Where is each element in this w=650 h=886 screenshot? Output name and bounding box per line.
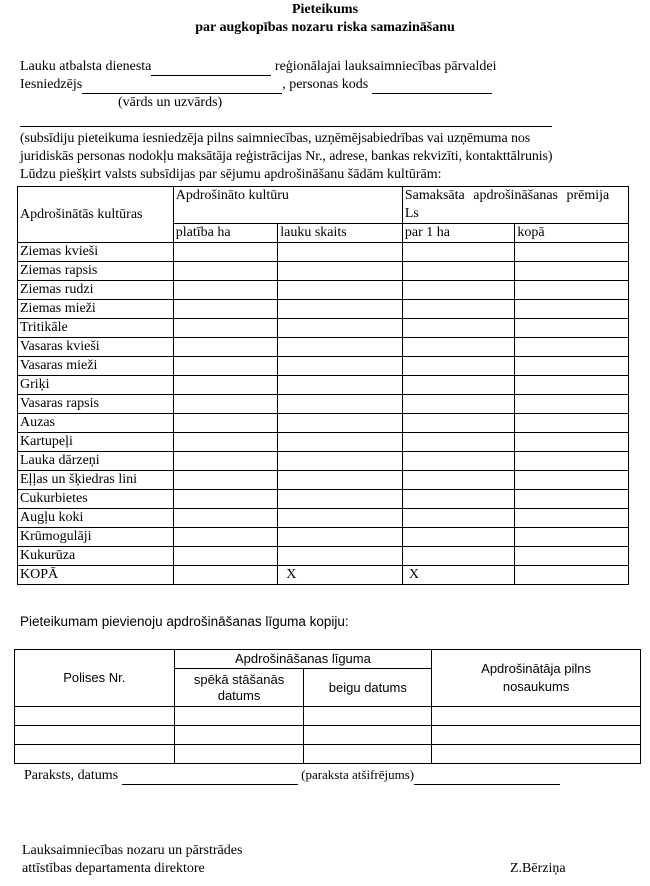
crop-name: Ziemas kvieši — [18, 243, 174, 262]
policy-cell[interactable] — [15, 707, 175, 726]
area-cell[interactable] — [173, 414, 278, 433]
fields-cell[interactable] — [278, 243, 403, 262]
area-cell[interactable] — [173, 281, 278, 300]
table-row — [18, 471, 629, 490]
table-row — [18, 452, 629, 471]
area-total-cell[interactable] — [173, 566, 278, 585]
crop-name: Augļu koki — [18, 509, 174, 528]
total-cell[interactable] — [515, 357, 629, 376]
attach-text: Pieteikumam pievienoju apdrošināšanas līguma kopiju: — [20, 614, 349, 629]
per-ha-cell[interactable] — [402, 300, 515, 319]
table-row — [18, 414, 629, 433]
request-text: Lūdzu piešķirt valsts subsīdijas par sējumu apdrošināšanu šādām kultūrām: — [20, 167, 442, 182]
signature-name-input-line[interactable] — [414, 768, 560, 785]
total-cell[interactable] — [515, 490, 629, 509]
table-row — [18, 528, 629, 547]
table-row — [15, 707, 641, 726]
start-cell[interactable] — [174, 707, 304, 726]
sub-per-ha-header: par 1 ha — [402, 224, 515, 243]
fields-x-mark: X — [278, 566, 403, 585]
crop-name: Ziemas rudzi — [18, 281, 174, 300]
table-row — [15, 726, 641, 745]
policy-table — [14, 649, 641, 764]
fields-cell[interactable] — [278, 376, 403, 395]
signature-hint: (paraksta atšifrējums) — [301, 767, 415, 782]
sub-start-header: spēkā stāšanās datums — [174, 669, 304, 707]
total-cell[interactable] — [515, 243, 629, 262]
col-premium-header: Samaksāta apdrošināšanas prēmija Ls — [402, 187, 628, 224]
sub-total-header: kopā — [515, 224, 629, 243]
applicant-line — [20, 77, 492, 94]
total-cell[interactable] — [515, 395, 629, 414]
area-cell[interactable] — [173, 490, 278, 509]
policy-table-header — [15, 650, 641, 669]
area-cell[interactable] — [173, 376, 278, 395]
area-cell[interactable] — [173, 357, 278, 376]
total-cell[interactable] — [515, 471, 629, 490]
per-ha-cell[interactable] — [402, 243, 515, 262]
signature-label: Paraksts, datums — [24, 768, 119, 783]
fields-cell[interactable] — [278, 338, 403, 357]
fields-cell[interactable] — [278, 357, 403, 376]
per-ha-cell[interactable] — [402, 338, 515, 357]
per-ha-cell[interactable] — [402, 414, 515, 433]
crop-name: Vasaras rapsis — [18, 395, 174, 414]
total-cell[interactable] — [515, 262, 629, 281]
total-cell[interactable] — [515, 338, 629, 357]
fields-cell[interactable] — [278, 300, 403, 319]
fields-cell[interactable] — [278, 262, 403, 281]
position-line2: attīstības departamenta direktore — [22, 861, 205, 876]
grand-total-cell[interactable] — [515, 566, 629, 585]
info-hint-line1: (subsīdiju pieteikuma iesniedzēja pilns saimniecības, uzņēmējsabiedrības vai uzņēmuma nos — [20, 131, 531, 146]
crop-table-header — [18, 187, 629, 224]
position-line1: Lauksaimniecības nozaru un pārstrādes — [22, 843, 243, 858]
name-hint: (vārds un uzvārds) — [118, 95, 223, 110]
area-cell[interactable] — [173, 547, 278, 566]
policy-cell[interactable] — [15, 745, 175, 764]
crop-name: Tritikāle — [18, 319, 174, 338]
per-ha-cell[interactable] — [402, 357, 515, 376]
area-cell[interactable] — [173, 262, 278, 281]
col-crop-header: Apdrošinātās kultūras — [18, 187, 174, 243]
table-row — [18, 376, 629, 395]
total-cell[interactable] — [515, 452, 629, 471]
area-cell[interactable] — [173, 319, 278, 338]
table-row — [18, 433, 629, 452]
info-input-line[interactable] — [20, 126, 552, 127]
personal-code-label: , personas kods — [282, 77, 369, 92]
applicant-label: Iesniedzējs — [20, 77, 83, 92]
per-ha-cell[interactable] — [402, 547, 515, 566]
crop-name: Ziemas mieži — [18, 300, 174, 319]
total-cell[interactable] — [515, 509, 629, 528]
service-label: Lauku atbalsta dienesta — [20, 59, 152, 74]
table-row — [18, 262, 629, 281]
table-row — [18, 509, 629, 528]
fields-cell[interactable] — [278, 281, 403, 300]
info-hint-line2: juridiskās personas nodokļu maksātāja reģistrācijas Nr., adrese, bankas rekvizīti, kontakttālrunis) — [20, 149, 553, 164]
area-cell[interactable] — [173, 338, 278, 357]
per-ha-cell[interactable] — [402, 319, 515, 338]
fields-cell[interactable] — [278, 452, 403, 471]
total-cell[interactable] — [515, 433, 629, 452]
total-label: KOPĀ — [18, 566, 174, 585]
fields-cell[interactable] — [278, 490, 403, 509]
table-row — [18, 319, 629, 338]
service-input-line[interactable] — [151, 59, 271, 76]
table-row — [18, 357, 629, 376]
insurer-cell[interactable] — [432, 745, 641, 764]
applicant-input-line[interactable] — [82, 77, 282, 94]
table-row — [18, 338, 629, 357]
signature-input-line[interactable] — [122, 768, 298, 785]
crop-name: Krūmogulāji — [18, 528, 174, 547]
area-cell[interactable] — [173, 433, 278, 452]
per-ha-cell[interactable] — [402, 395, 515, 414]
total-cell[interactable] — [515, 300, 629, 319]
per-ha-cell[interactable] — [402, 528, 515, 547]
per-ha-cell[interactable] — [402, 376, 515, 395]
area-cell[interactable] — [173, 528, 278, 547]
total-cell[interactable] — [515, 376, 629, 395]
crop-name: Auzas — [18, 414, 174, 433]
fields-cell[interactable] — [278, 547, 403, 566]
col-contract-header: Apdrošināšanas līguma — [174, 650, 432, 669]
table-row — [18, 490, 629, 509]
fields-cell[interactable] — [278, 433, 403, 452]
per-ha-cell[interactable] — [402, 262, 515, 281]
service-suffix: reģionālajai lauksaimniecības pārvaldei — [274, 59, 497, 74]
area-cell[interactable] — [173, 452, 278, 471]
table-row — [18, 300, 629, 319]
crop-name: Griķi — [18, 376, 174, 395]
end-cell[interactable] — [304, 745, 432, 764]
service-line — [20, 59, 496, 76]
end-cell[interactable] — [304, 707, 432, 726]
table-row — [18, 395, 629, 414]
fields-cell[interactable] — [278, 528, 403, 547]
total-cell[interactable] — [515, 414, 629, 433]
area-cell[interactable] — [173, 471, 278, 490]
document-title: Pieteikums — [291, 2, 359, 17]
crop-name: Kukurūza — [18, 547, 174, 566]
per-ha-x-mark: X — [402, 566, 515, 585]
per-ha-cell[interactable] — [402, 452, 515, 471]
table-row — [18, 243, 629, 262]
start-cell[interactable] — [174, 745, 304, 764]
total-cell[interactable] — [515, 528, 629, 547]
total-cell[interactable] — [515, 547, 629, 566]
per-ha-cell[interactable] — [402, 433, 515, 452]
personal-code-input-line[interactable] — [372, 77, 492, 94]
end-cell[interactable] — [304, 726, 432, 745]
fields-cell[interactable] — [278, 509, 403, 528]
fields-cell[interactable] — [278, 395, 403, 414]
policy-cell[interactable] — [15, 726, 175, 745]
crop-table — [17, 186, 629, 585]
crop-name: Eļļas un šķiedras lini — [18, 471, 174, 490]
per-ha-cell[interactable] — [402, 281, 515, 300]
fields-cell[interactable] — [278, 414, 403, 433]
col-insured-header: Apdrošināto kultūru — [173, 187, 402, 224]
director-name: Z.Bērziņa — [510, 861, 566, 876]
fields-cell[interactable] — [278, 471, 403, 490]
insurer-cell[interactable] — [432, 726, 641, 745]
insurer-cell[interactable] — [432, 707, 641, 726]
document-subtitle: par augkopības nozaru riska samazināšanu — [195, 20, 455, 35]
sub-area-header: platība ha — [173, 224, 278, 243]
table-row — [15, 745, 641, 764]
per-ha-cell[interactable] — [402, 509, 515, 528]
crop-name: Lauka dārzeņi — [18, 452, 174, 471]
col-insurer-header: Apdrošinātāja pilns nosaukums — [432, 650, 641, 707]
crop-name: Kartupeļi — [18, 433, 174, 452]
crop-name: Vasaras mieži — [18, 357, 174, 376]
crop-name: Vasaras kvieši — [18, 338, 174, 357]
total-row — [18, 566, 629, 585]
per-ha-cell[interactable] — [402, 490, 515, 509]
total-cell[interactable] — [515, 281, 629, 300]
sub-fields-header: lauku skaits — [278, 224, 403, 243]
area-cell[interactable] — [173, 300, 278, 319]
signature-line — [24, 767, 560, 785]
per-ha-cell[interactable] — [402, 471, 515, 490]
fields-cell[interactable] — [278, 319, 403, 338]
total-cell[interactable] — [515, 319, 629, 338]
start-cell[interactable] — [174, 726, 304, 745]
col-policy-header: Polises Nr. — [15, 650, 175, 707]
crop-name: Cukurbietes — [18, 490, 174, 509]
sub-end-header: beigu datums — [304, 669, 432, 707]
area-cell[interactable] — [173, 395, 278, 414]
area-cell[interactable] — [173, 243, 278, 262]
table-row — [18, 281, 629, 300]
area-cell[interactable] — [173, 509, 278, 528]
crop-name: Ziemas rapsis — [18, 262, 174, 281]
table-row — [18, 547, 629, 566]
